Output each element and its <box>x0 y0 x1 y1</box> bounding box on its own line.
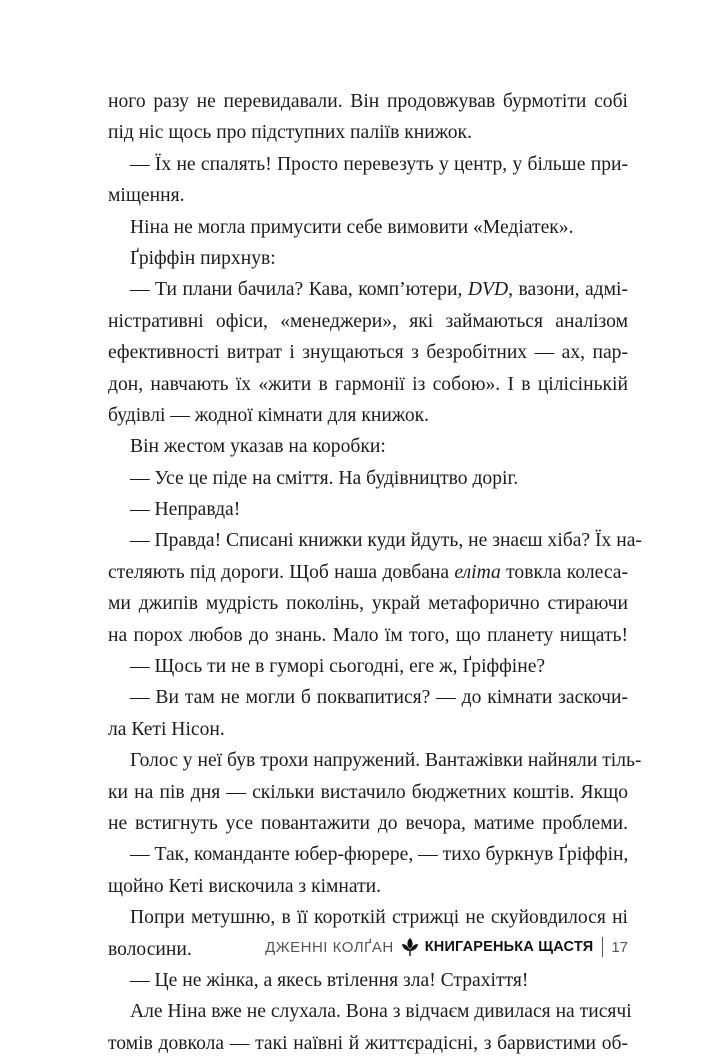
text-line: ністративні офіси, «менеджери», які займаються аналізом <box>108 310 628 332</box>
leaf-logo-icon <box>400 937 420 957</box>
text-line: — Усе це піде на сміття. На будівництво доріг. <box>130 467 519 489</box>
text-line: — Ти плани бачила? Кава, комп’ютери, DVD, вазони, адмі- <box>130 279 628 301</box>
text-line: Але Ніна вже не слухала. Вона з відчаєм дивилася на тисячі <box>130 1001 632 1023</box>
running-footer <box>265 932 628 962</box>
text-line: Він жестом указав на коробки: <box>130 436 386 458</box>
text-line: щойно Кеті вискочила з кімнати. <box>108 875 382 897</box>
text-line: на порох любов до знань. Мало їм того, що планету нищать! <box>108 624 628 646</box>
text-line: ла Кеті Нісон. <box>108 718 225 740</box>
text-line: — Ви там не могли б поквапитися? — до кімнати заскочи- <box>130 687 628 709</box>
text-line: — Це не жінка, а якесь втілення зла! Страхіття! <box>130 969 529 991</box>
author-name: ДЖЕННІ КОЛҐАН <box>265 938 394 956</box>
text-line: стеляють під дороги. Щоб наша довбана еліта товкла колеса- <box>108 561 628 583</box>
text-line: під ніс щось про підступних паліїв книжок. <box>108 122 472 144</box>
page-number: 17 <box>611 938 628 956</box>
text-line: ми джипів мудрість поколінь, украй метафорично стираючи <box>108 593 628 615</box>
text-line: волосини. <box>108 938 192 960</box>
text-line: томів довкола — такі наївні й життєрадісні, з барвистими об- <box>108 1032 628 1054</box>
body-text <box>108 86 642 1059</box>
book-title: КНИГАРЕНЬКА ЩАСТЯ <box>424 939 594 955</box>
text-line: міщення. <box>108 185 185 207</box>
text-line: — Так, команданте юбер-фюрере, — тихо буркнув Ґріффін, <box>130 844 629 866</box>
footer-divider <box>602 937 603 957</box>
text-line: ки на пів дня — скільки вистачило бюджетних коштів. Якщо <box>108 781 628 803</box>
text-line: будівлі — жодної кімнати для книжок. <box>108 404 430 426</box>
italic-word: DVD <box>467 279 509 301</box>
text-line: — Неправда! <box>130 499 241 521</box>
text-line: — Щось ти не в гуморі сьогодні, еге ж, Ґріффіне? <box>130 656 546 678</box>
italic-word: еліта <box>454 561 501 583</box>
text-line: ного разу не перевидавали. Він продовжував бурмотіти собі <box>108 91 628 112</box>
text-line: не встигнуть усе повантажити до вечора, матиме проблеми. <box>108 812 628 834</box>
text-line: ефективності витрат і знущаються з безробітних — ах, пар- <box>108 342 628 364</box>
text-line: Попри метушню, в її короткій стрижці не скуйовдилося ні <box>130 907 628 929</box>
text-line: Ґріффін пирхнув: <box>130 247 276 269</box>
text-line: — Їх не спалять! Просто перевезуть у центр, у більше при- <box>130 153 628 175</box>
text-line: Голос у неї був трохи напружений. Вантажівки найняли тіль- <box>130 750 642 772</box>
text-line: — Правда! Списані книжки куди йдуть, не знаєш хіба? Їх на- <box>130 530 642 552</box>
text-line: дон, навчають їх «жити в гармонії із собою». І в цілісінькій <box>108 373 628 395</box>
text-line: Ніна не могла примусити себе вимовити «Медіатек». <box>130 216 574 238</box>
